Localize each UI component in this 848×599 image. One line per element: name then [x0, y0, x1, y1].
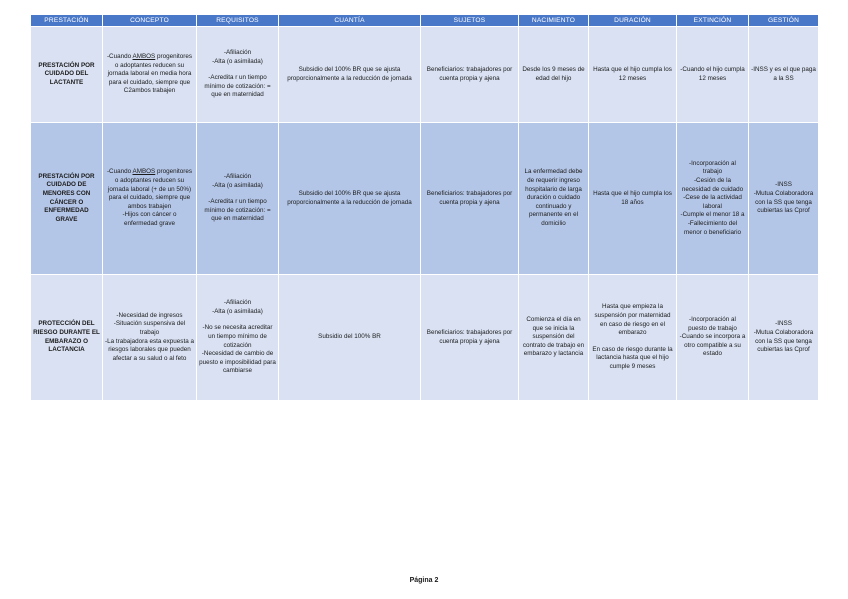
header-concepto: CONCEPTO	[103, 15, 197, 27]
cell-requisitos: -Afiliación -Alta (o asimilada) -Acredita r un tiempo mínimo de cotización: = que en maternidad	[197, 123, 279, 275]
table-row-riesgo	[31, 275, 819, 401]
header-extincion: EXTINCIÓN	[677, 15, 749, 27]
cell-extincion: -Incorporación al trabajo -Cesión de la necesidad de cuidado -Cese de la actividad laboral -Cumple el menor 18 a -Fallecimiento del menor o beneficiario	[677, 123, 749, 275]
header-requisitos: REQUISITOS	[197, 15, 279, 27]
header-nacimiento: NACIMIENTO	[519, 15, 589, 27]
cell-extincion: -Cuando el hijo cumpla 12 meses	[677, 27, 749, 123]
cell-sujetos: Beneficiarios: trabajadores por cuenta propia y ajena	[421, 275, 519, 401]
table-row-menores	[31, 123, 819, 275]
header-gestion: GESTIÓN	[749, 15, 819, 27]
cell-extincion: -Incorporación al puesto de trabajo -Cuando se incorpora a otro compatible a su estado	[677, 275, 749, 401]
cell-prestacion: PRESTACIÓN POR CUIDADO DE MENORES CON CÁNCER O ENFERMEDAD GRAVE	[31, 123, 103, 275]
cell-duracion: Hasta que el hijo cumpla los 18 años	[589, 123, 677, 275]
cell-cuantia: Subsidio del 100% BR que se ajusta proporcionalmente a la reducción de jornada	[279, 123, 421, 275]
page-number: Página 2	[409, 577, 439, 584]
cell-gestion: -INSS -Mutua Colaboradora con la SS que tenga cubiertas las Cprof	[749, 123, 819, 275]
cell-gestion: -INSS -Mutua Colaboradora con la SS que tenga cubiertas las Cprof	[749, 275, 819, 401]
table-row-lactante	[31, 27, 819, 123]
header-cuantia: CUANTÍA	[279, 15, 421, 27]
cell-cuantia: Subsidio del 100% BR	[279, 275, 421, 401]
cell-prestacion: PROTECCIÓN DEL RIESGO DURANTE EL EMBARAZO O LACTANCIA	[31, 275, 103, 401]
cell-prestacion: PRESTACIÓN POR CUIDADO DEL LACTANTE	[31, 27, 103, 123]
cell-gestion: -INSS y es el que paga a la SS	[749, 27, 819, 123]
benefits-table	[30, 14, 819, 401]
cell-duracion: Hasta que el hijo cumpla los 12 meses	[589, 27, 677, 123]
header-prestacion: PRESTACIÓN	[31, 15, 103, 27]
cell-requisitos: -Afiliación -Alta (o asimilada) -No se necesita acreditar un tiempo mínimo de cotización -Necesidad de cambio de puesto e imposibilidad para cambiarse	[197, 275, 279, 401]
cell-concepto: -Cuando AMBOS progenitores o adoptantes reducen su jornada laboral en media hora para el cuidado, siempre que C2ambos trabajen	[103, 27, 197, 123]
header-duracion: DURACIÓN	[589, 15, 677, 27]
cell-cuantia: Subsidio del 100% BR que se ajusta proporcionalmente a la reducción de jornada	[279, 27, 421, 123]
cell-sujetos: Beneficiarios: trabajadores por cuenta propia y ajena	[421, 27, 519, 123]
cell-nacimiento: La enfermedad debe de requerir ingreso hospitalario de larga duración o cuidado continuado y permanente en el domicilio	[519, 123, 589, 275]
cell-nacimiento: Comienza el día en que se inicia la suspensión del contrato de trabajo en embarazo y lactancia	[519, 275, 589, 401]
header-sujetos: SUJETOS	[421, 15, 519, 27]
cell-requisitos: -Afiliación -Alta (o asimilada) -Acredita r un tiempo mínimo de cotización: = que en maternidad	[197, 27, 279, 123]
cell-concepto: -Necesidad de ingresos -Situación suspensiva del trabajo -La trabajadora esta expuesta a riesgos laborales que pueden afectar a su salud o al feto	[103, 275, 197, 401]
cell-duracion: Hasta que empieza la suspensión por maternidad en caso de riesgo en el embarazo En caso de riesgo durante la lactancia hasta que el hijo cumple 9 meses	[589, 275, 677, 401]
cell-sujetos: Beneficiarios: trabajadores por cuenta propia y ajena	[421, 123, 519, 275]
cell-concepto: -Cuando AMBOS progenitores o adoptantes reducen su jornada laboral (+ de un 50%) para el cuidado, siempre que ambos trabajen -Hijos con cáncer o enfermedad grave	[103, 123, 197, 275]
cell-nacimiento: Desde los 9 meses de edad del hijo	[519, 27, 589, 123]
header-row	[31, 15, 819, 27]
